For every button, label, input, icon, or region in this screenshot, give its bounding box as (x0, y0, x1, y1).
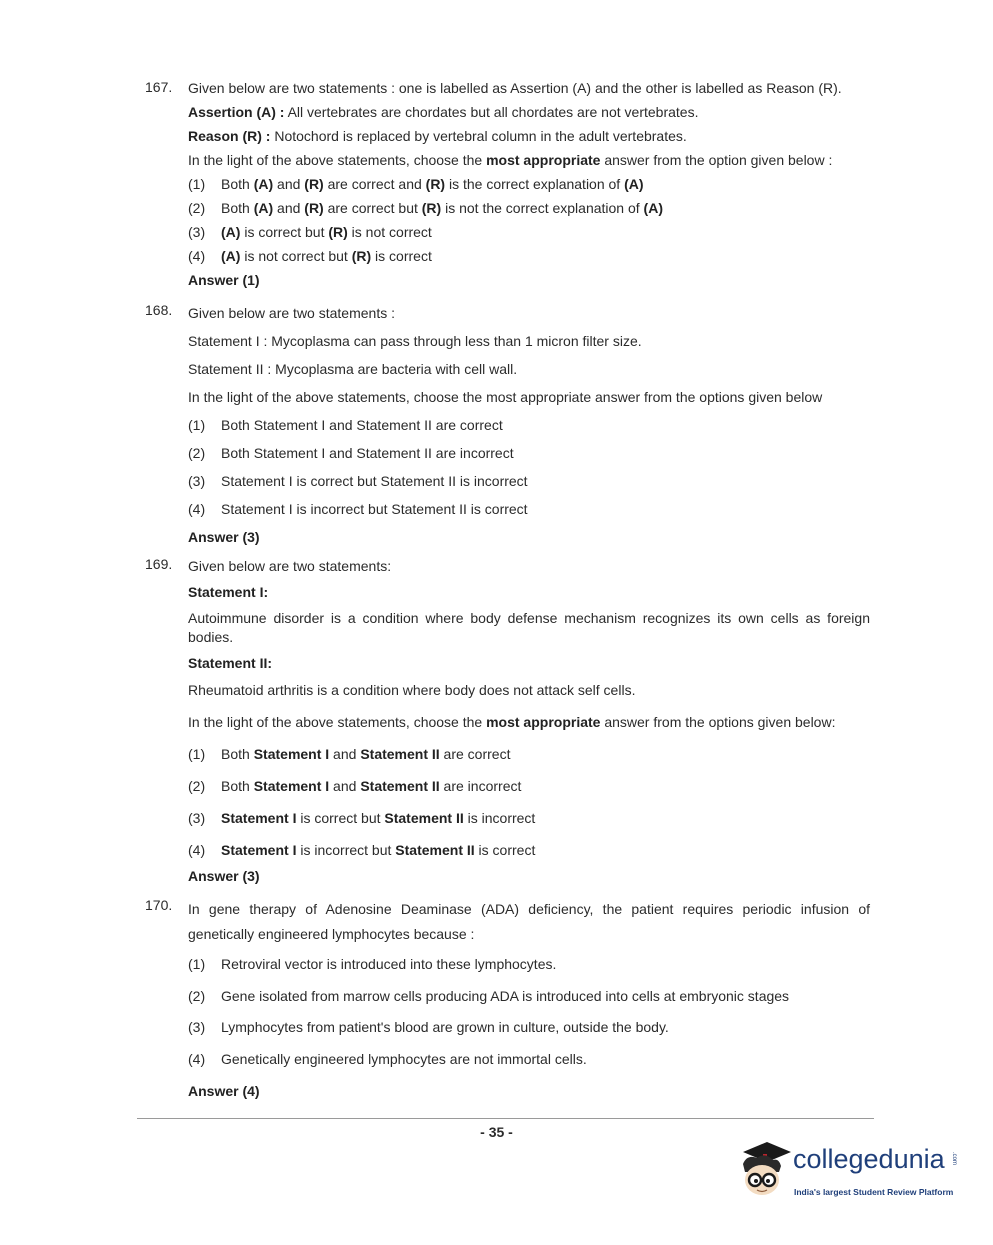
option: (2) Both Statement I and Statement II are incorrect (188, 778, 522, 794)
mascot-icon (735, 1138, 795, 1202)
option: (4) Statement I is incorrect but Statement II is correct (188, 842, 536, 858)
question-prompt: In the light of the above statements, choose the most appropriate answer from the options given below (188, 389, 823, 405)
question-number: 168. (145, 302, 173, 318)
statement-2: Statement II : Mycoplasma are bacteria with cell wall. (188, 361, 518, 377)
option: (3) (A) is correct but (R) is not correct (188, 224, 432, 240)
page-number: - 35 - (480, 1124, 513, 1140)
question-intro: Given below are two statements : (188, 305, 395, 321)
question-intro: In gene therapy of Adenosine Deaminase (ADA) deficiency, the patient requires periodic infusion of genetically engineered lymphocytes because : (188, 901, 870, 942)
answer: Answer (4) (188, 1083, 260, 1099)
option: (2) Both Statement I and Statement II are incorrect (188, 445, 514, 461)
footer-divider (137, 1118, 874, 1119)
option: (1) Both Statement I and Statement II are correct (188, 746, 511, 762)
question-number: 169. (145, 556, 173, 572)
question-169 (145, 556, 870, 886)
assertion: Assertion (A) : All vertebrates are chordates but all chordates are not vertebrates. (188, 104, 699, 120)
statement-1: Statement I : Mycoplasma can pass through less than 1 micron filter size. (188, 333, 642, 349)
answer: Answer (3) (188, 529, 260, 545)
question-intro: Given below are two statements: (188, 558, 392, 574)
question-prompt: In the light of the above statements, choose the most appropriate answer from the options given below: (188, 714, 836, 730)
question-number: 170. (145, 897, 173, 913)
question-number: 167. (145, 79, 173, 95)
option: (3) Statement I is correct but Statement II is incorrect (188, 473, 528, 489)
option: (1) Retroviral vector is introduced into these lymphocytes. (188, 956, 557, 972)
answer: Answer (1) (188, 272, 260, 288)
option: (4) Statement I is incorrect but Statement II is correct (188, 501, 528, 517)
collegedunia-logo[interactable] (735, 1138, 965, 1208)
question-intro: Given below are two statements : one is labelled as Assertion (A) and the other is labelled as Reason (R). (188, 80, 842, 96)
answer: Answer (3) (188, 868, 260, 884)
option: (2) Both (A) and (R) are correct but (R) is not the correct explanation of (A) (188, 200, 663, 216)
option: (1) Both (A) and (R) are correct and (R) is the correct explanation of (A) (188, 176, 644, 192)
logo-domain: .com (951, 1152, 957, 1166)
question-prompt: In the light of the above statements, choose the most appropriate answer from the option given below : (188, 152, 833, 168)
option: (1) Both Statement I and Statement II are correct (188, 417, 503, 433)
question-170 (145, 897, 870, 1107)
option: (4) (A) is not correct but (R) is correct (188, 248, 432, 264)
question-167 (145, 79, 870, 294)
statement-2-text: Rheumatoid arthritis is a condition where body does not attack self cells. (188, 682, 636, 698)
statement-1-label: Statement I: (188, 584, 269, 600)
option: (2) Gene isolated from marrow cells producing ADA is introduced into cells at embryonic stages (188, 988, 790, 1004)
statement-2-label: Statement II: (188, 655, 273, 671)
logo-tagline: India's largest Student Review Platform (794, 1187, 954, 1197)
option: (3) Statement I is correct but Statement II is incorrect (188, 810, 536, 826)
option: (4) Genetically engineered lymphocytes are not immortal cells. (188, 1051, 587, 1067)
reason: Reason (R) : Notochord is replaced by vertebral column in the adult vertebrates. (188, 128, 687, 144)
statement-1-text: Autoimmune disorder is a condition where body defense mechanism recognizes its own cells as foreign bodies. (188, 610, 870, 645)
option: (3) Lymphocytes from patient's blood are grown in culture, outside the body. (188, 1019, 669, 1035)
logo-wordmark: collegedunia (793, 1144, 945, 1174)
question-168 (145, 302, 870, 547)
